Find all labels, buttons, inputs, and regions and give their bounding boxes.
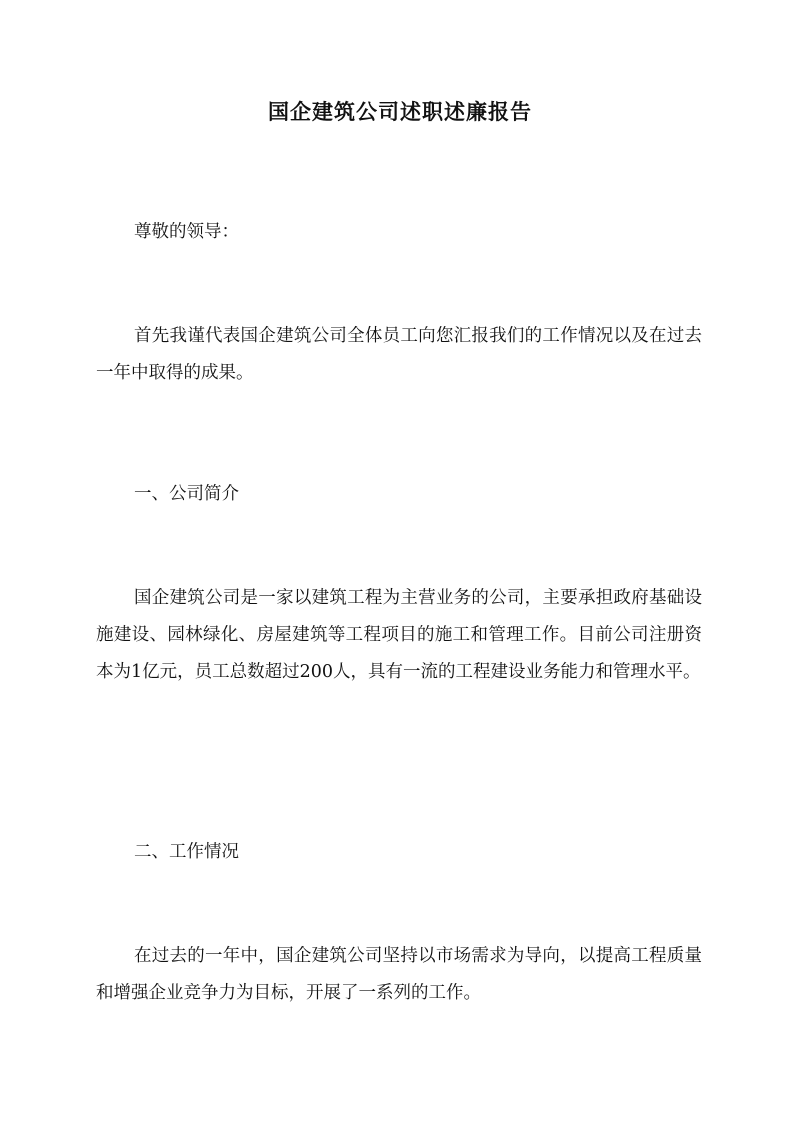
document-title: 国企建筑公司述职述廉报告 (268, 99, 532, 124)
work-status-paragraph: 在过去的一年中，国企建筑公司坚持以市场需求为导向，以提高工程质量和增强企业竞争力为目标，开展了一系列的工作。 (96, 946, 702, 1003)
salutation: 尊敬的领导： (134, 222, 239, 242)
section-heading-work-status: 二、工作情况 (134, 842, 239, 862)
section-heading-company-profile: 一、公司简介 (134, 484, 239, 504)
company-profile-paragraph: 国企建筑公司是一家以建筑工程为主营业务的公司，主要承担政府基础设施建设、园林绿化、房屋建筑等工程项目的施工和管理工作。目前公司注册资本为1亿元，员工总数超过200人，具有一流的工程建设业务能力和管理水平。 (96, 588, 702, 682)
intro-paragraph: 首先我谨代表国企建筑公司全体员工向您汇报我们的工作情况以及在过去一年中取得的成果。 (96, 326, 702, 383)
